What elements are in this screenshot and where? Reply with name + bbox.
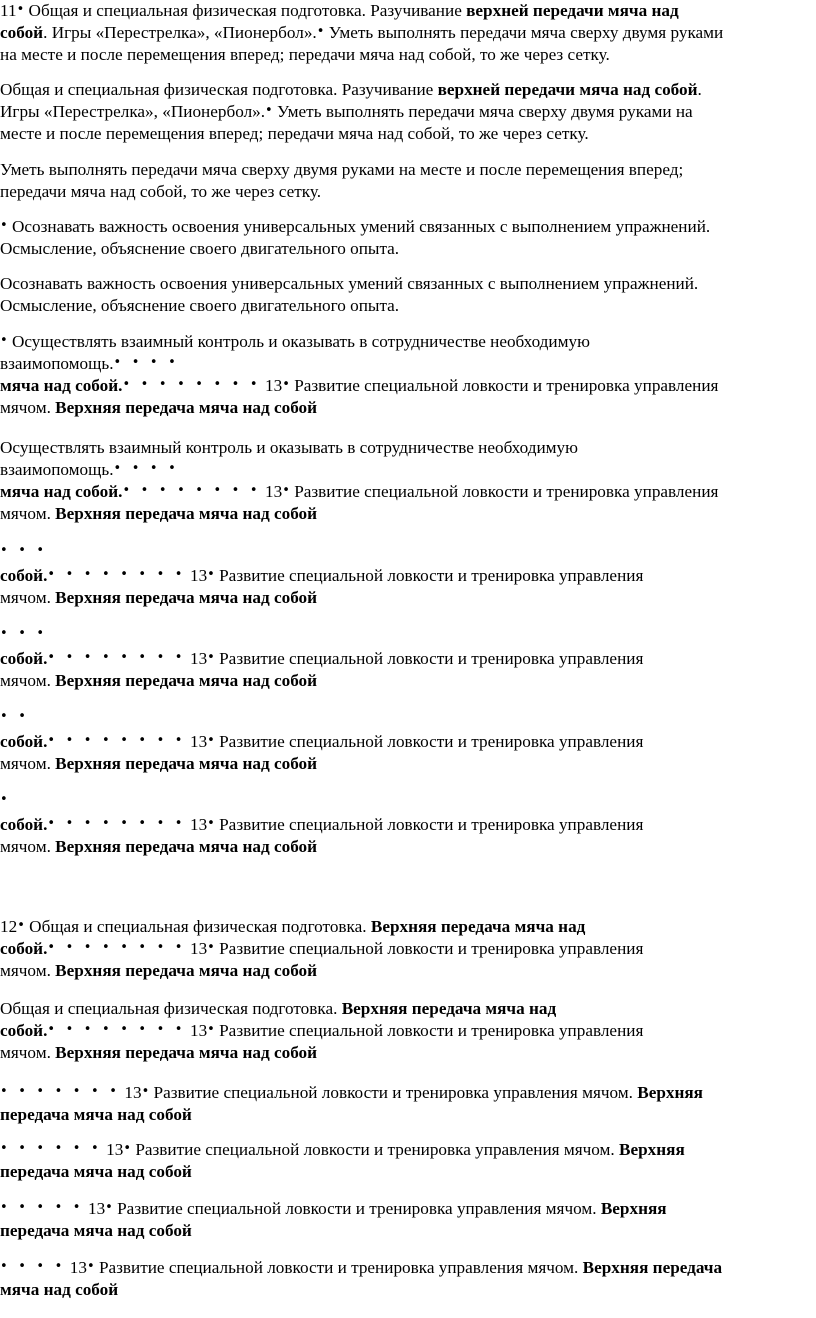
text-line: Общая и специальная физическая подготовка. Разучивание верхней передачи мяча над собой. [0,80,702,99]
text-line: мяча над собой.• • • • • • • • 13• Развитие специальной ловкости и тренировка управления [0,482,719,501]
text-line: Осмысление, объяснение своего двигательного опыта. [0,239,400,258]
text-line: мяча над собой [0,1280,119,1299]
text-line: передача мяча над собой [0,1105,192,1124]
text-line: • • • • • • 13• Развитие специальной ловкости и тренировка управления мячом. Верхняя [0,1140,685,1159]
text-line: собой.• • • • • • • • 13• Развитие специальной ловкости и тренировка управления [0,815,644,834]
text-line: • [0,792,8,807]
text-line: собой.• • • • • • • • 13• Развитие специальной ловкости и тренировка управления [0,732,644,751]
text-line: • • [0,709,30,724]
text-line: • • • • 13• Развитие специальной ловкости и тренировка управления мячом. Верхняя передача [0,1258,723,1277]
text-line: собой. Игры «Перестрелка», «Пионербол».• Уметь выполнять передачи мяча сверху двумя руками [0,23,724,42]
text-line: Осуществлять взаимный контроль и оказывать в сотрудничестве необходимую [0,438,578,457]
text-line: Игры «Перестрелка», «Пионербол».• Уметь выполнять передачи мяча сверху двумя руками на [0,102,693,121]
text-line: передача мяча над собой [0,1221,192,1240]
text-line: передача мяча над собой [0,1162,192,1181]
text-line: мячом. Верхняя передача мяча над собой [0,961,318,980]
text-line: собой.• • • • • • • • 13• Развитие специальной ловкости и тренировка управления [0,649,644,668]
text-line: Осмысление, объяснение своего двигательного опыта. [0,296,400,315]
text-line: мячом. Верхняя передача мяча над собой [0,671,318,690]
text-line: собой.• • • • • • • • 13• Развитие специальной ловкости и тренировка управления [0,1021,644,1040]
text-line: месте и после перемещения вперед; передачи мяча над собой, то же через сетку. [0,124,589,143]
text-line: собой.• • • • • • • • 13• Развитие специальной ловкости и тренировка управления [0,566,644,585]
text-line: • • • [0,626,48,641]
text-line: • Осознавать важность освоения универсальных умений связанных с выполнением упражнений. [0,217,711,236]
text-line: передачи мяча над собой, то же через сетку. [0,182,322,201]
text-line: Осознавать важность освоения универсальных умений связанных с выполнением упражнений. [0,274,699,293]
text-line: взаимопомощь.• • • • [0,460,179,479]
text-line: мячом. Верхняя передача мяча над собой [0,504,318,523]
text-line: • • • • • • • 13• Развитие специальной ловкости и тренировка управления мячом. Верхняя [0,1083,703,1102]
text-line: мячом. Верхняя передача мяча над собой [0,837,318,856]
text-line: собой.• • • • • • • • 13• Развитие специальной ловкости и тренировка управления [0,939,644,958]
text-line: Общая и специальная физическая подготовка. Верхняя передача мяча над [0,999,557,1018]
text-line: мячом. Верхняя передача мяча над собой [0,588,318,607]
text-line: • • • [0,543,48,558]
text-line: 12• Общая и специальная физическая подготовка. Верхняя передача мяча над [0,917,586,936]
text-line: • • • • • 13• Развитие специальной ловкости и тренировка управления мячом. Верхняя [0,1199,667,1218]
text-line: мяча над собой.• • • • • • • • 13• Развитие специальной ловкости и тренировка управления [0,376,719,395]
text-line: мячом. Верхняя передача мяча над собой [0,1043,318,1062]
text-line: 11• Общая и специальная физическая подготовка. Разучивание верхней передачи мяча над [0,1,679,20]
text-line: мячом. Верхняя передача мяча над собой [0,398,318,417]
text-line: • Осуществлять взаимный контроль и оказывать в сотрудничестве необходимую [0,332,590,351]
text-line: взаимопомощь.• • • • [0,354,179,373]
text-line: на месте и после перемещения вперед; передачи мяча над собой, то же через сетку. [0,45,610,64]
text-line: Уметь выполнять передачи мяча сверху двумя руками на месте и после перемещения вперед; [0,160,684,179]
text-line: мячом. Верхняя передача мяча над собой [0,754,318,773]
